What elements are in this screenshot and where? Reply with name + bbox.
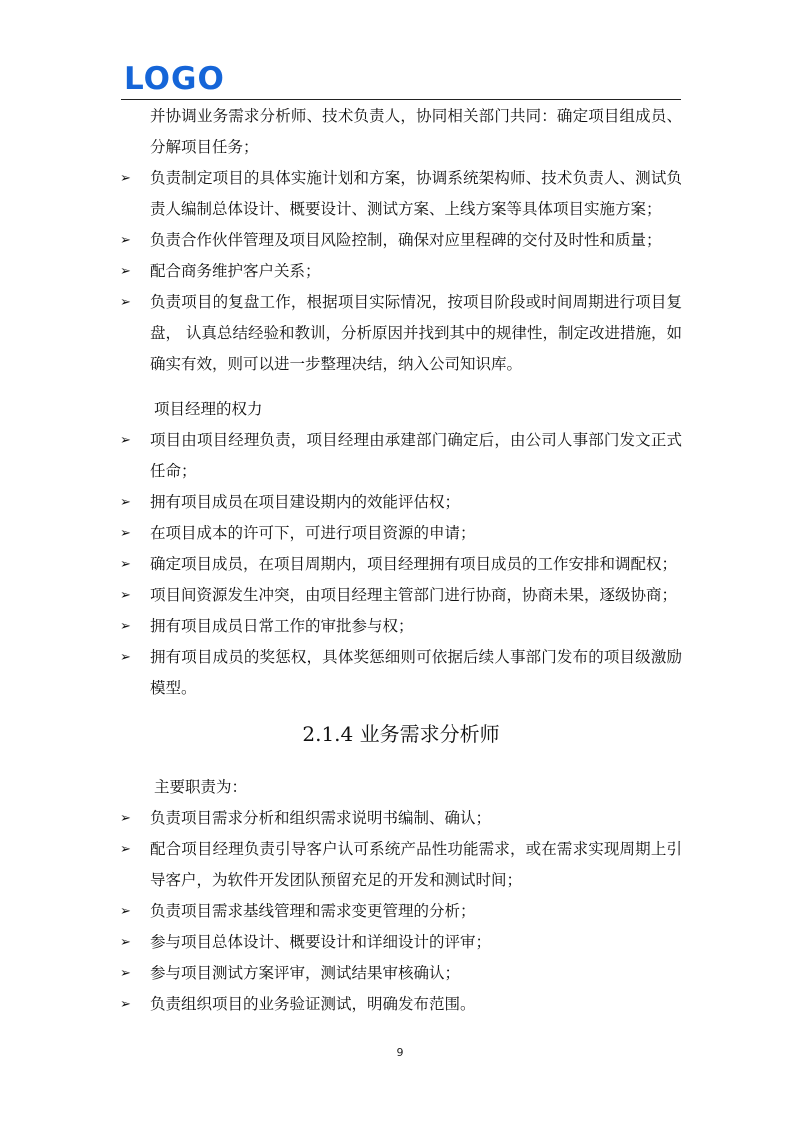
section-title-powers: 项目经理的权力 [154,400,263,418]
page-number: 9 [396,1046,404,1059]
continuation-paragraph: 并协调业务需求分析师、技术负责人，协同相关部门共同：确定项目组成员、分解项目任务； [150,107,682,156]
list-item: ➢ 配合项目经理负责引导客户认可系统产品性功能需求，或在需求实现周期上引导客户，为软件开发团队预留充足的开发和测试时间； [120,834,682,896]
document-body [120,101,682,1020]
list-item: ➢ 确定项目成员，在项目周期内，项目经理拥有项目成员的工作安排和调配权； [120,549,682,580]
section-heading: 2.1.4 业务需求分析师 [302,722,500,746]
list-item: ➢ 项目由项目经理负责，项目经理由承建部门确定后，由公司人事部门发文正式任命； [120,425,682,487]
list-item: ➢ 负责项目的复盘工作，根据项目实际情况，按项目阶段或时间周期进行项目复盘， 认真总结经验和教训，分析原因并找到其中的规律性，制定改进措施，如确实有效，则可以进一步整理决结，纳入公司知识库。 [120,287,682,380]
list-item: ➢ 负责项目需求分析和组织需求说明书编制、确认； [120,803,682,834]
list-item: ➢ 拥有项目成员在项目建设期内的效能评估权； [120,487,682,518]
list-item: ➢ 负责组织项目的业务验证测试，明确发布范围。 [120,989,682,1020]
list-item: ➢ 负责制定项目的具体实施计划和方案，协调系统架构师、技术负责人、测试负责人编制总体设计、概要设计、测试方案、上线方案等具体项目实施方案； [120,163,682,225]
header-divider [121,99,681,100]
logo: LOGO [124,61,225,97]
list-item: ➢ 参与项目测试方案评审，测试结果审核确认； [120,958,682,989]
list-item: ➢ 在项目成本的许可下，可进行项目资源的申请； [120,518,682,549]
section-title-duties: 主要职责为： [154,778,248,796]
list-item: ➢ 配合商务维护客户关系； [120,256,682,287]
list-item: ➢ 负责合作伙伴管理及项目风险控制，确保对应里程碑的交付及时性和质量； [120,225,682,256]
list-item: ➢ 拥有项目成员的奖惩权，具体奖惩细则可依据后续人事部门发布的项目级激励模型。 [120,642,682,704]
list-item: ➢ 参与项目总体设计、概要设计和详细设计的评审； [120,927,682,958]
list-item: ➢ 负责项目需求基线管理和需求变更管理的分析； [120,896,682,927]
list-item: ➢ 拥有项目成员日常工作的审批参与权； [120,611,682,642]
list-item: ➢ 项目间资源发生冲突，由项目经理主管部门进行协商，协商未果，逐级协商； [120,580,682,611]
